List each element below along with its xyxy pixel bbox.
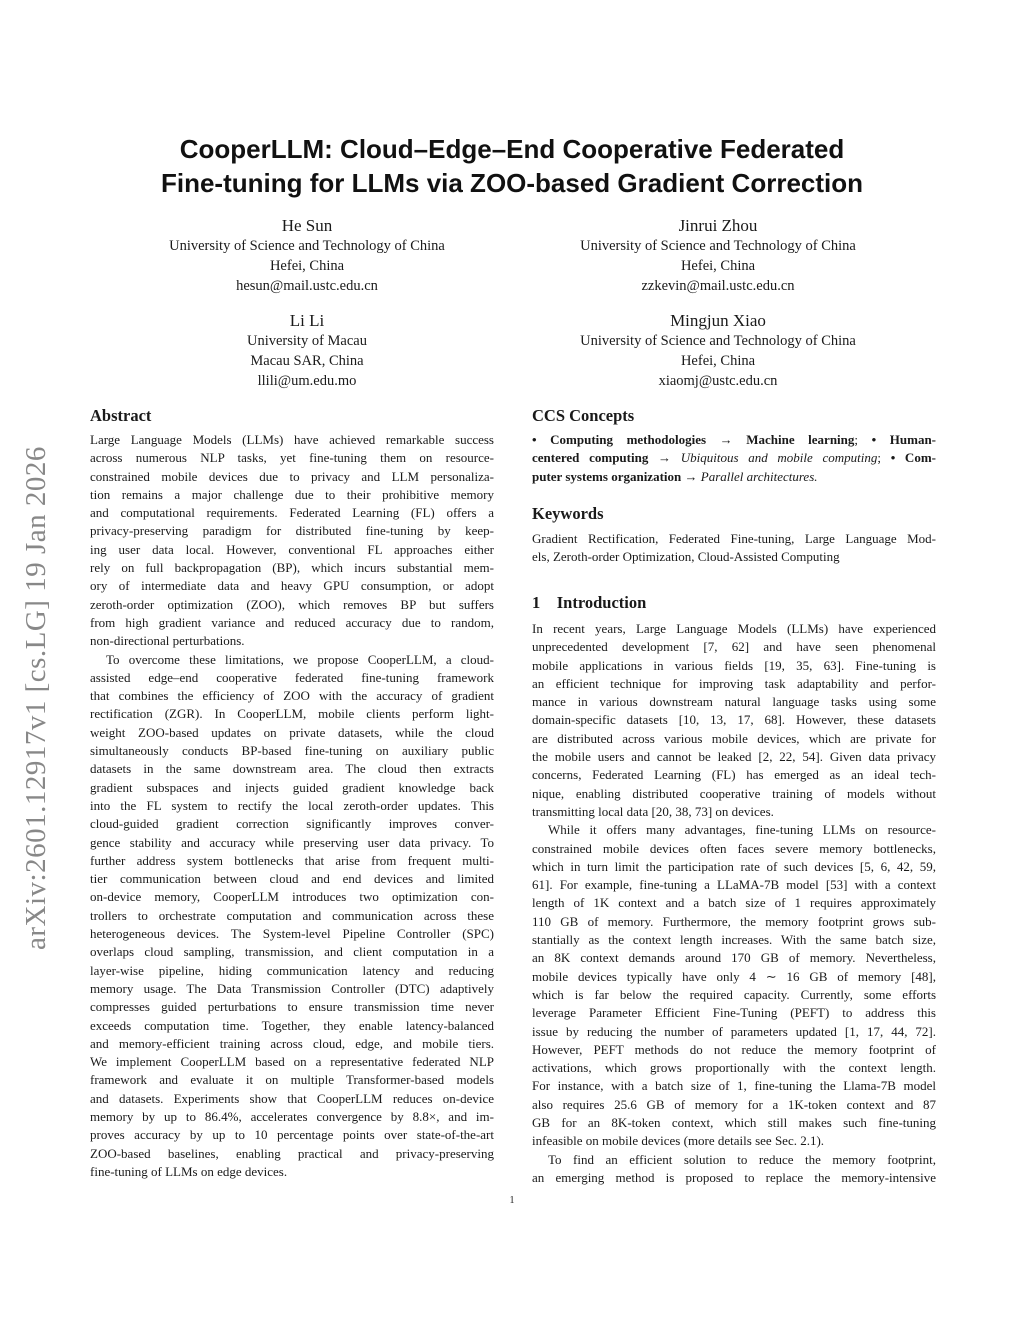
keywords-list: [532, 530, 936, 567]
ccs-segment: Parallel architectures.: [697, 468, 818, 484]
text-line: weight ZOO-based updates on private datasets, while the cloud: [90, 724, 494, 740]
ccs-segment: • Human-: [871, 432, 936, 447]
text-line: mance in various downstream natural language tasks using some: [532, 694, 936, 710]
author-name: Li Li: [289, 311, 325, 330]
text-line: mobile devices typically have only 4 ∼ 16 GB of memory [48],: [532, 968, 936, 984]
text-line: tier communication between cloud and end devices and limited: [90, 871, 494, 887]
text-line: length of 1K context and a batch size of 1 requires approximately: [532, 895, 936, 911]
text-line: non-directional perturbations.: [90, 633, 245, 649]
author-affiliation: University of Science and Technology of China: [580, 238, 856, 254]
keywords-line: els, Zeroth-order Optimization, Cloud-Assisted Computing: [532, 549, 840, 565]
text-line: rectification (ZGR). In CooperLLM, mobile clients perform light-: [90, 706, 494, 722]
paper-title-line-1: CooperLLM: Cloud–Edge–End Cooperative Federated: [179, 134, 845, 164]
text-line: and datasets. Experiments show that CooperLLM reduces on-device: [90, 1090, 494, 1106]
text-line: proves accuracy by up to 10 percentage points over state-of-the-art: [90, 1127, 494, 1143]
author-location: Hefei, China: [269, 258, 345, 274]
text-line: heterogeneous devices. The System-level Pipeline Controller (SPC): [90, 926, 494, 942]
text-line: constrained mobile devices due to privacy and LLM personaliza-: [90, 468, 494, 484]
author-name: Jinrui Zhou: [678, 216, 758, 235]
text-line: gradient subspaces and injects guided gradient knowledge back: [90, 779, 494, 795]
text-line: across numerous NLP tasks, yet fine-tuning them on resource-: [90, 450, 494, 466]
text-line: However, PEFT methods do not reduce the memory footprint of: [532, 1041, 936, 1057]
text-line: To find an efficient solution to reduce the memory footprint,: [548, 1151, 936, 1167]
ccs-concepts: [532, 431, 936, 486]
ccs-segment: • Computing methodologies → Machine learning: [532, 432, 855, 447]
author-location: Macau SAR, China: [250, 353, 364, 369]
text-line: For instance, with a batch size of 1, fine-tuning the Llama-7B model: [532, 1078, 936, 1094]
author-email: llili@um.edu.mo: [257, 373, 357, 389]
keywords-heading: Keywords: [532, 504, 604, 523]
text-line: memory usage. The Data Transmission Controller (DTC) adaptively: [90, 980, 494, 996]
ccs-line: [532, 431, 936, 449]
text-line: fine-tuning of LLMs on edge devices.: [90, 1163, 288, 1179]
text-line: assisted edge–end cooperative federated fine-tuning framework: [90, 669, 494, 685]
ccs-segment: centered computing →: [532, 450, 672, 466]
text-line: trollers to orchestrate computation and communication across these: [90, 907, 494, 923]
arxiv-stamp: arXiv:2601.12917v1 [cs.LG] 19 Jan 2026: [20, 446, 52, 950]
text-line: mobile applications in various fields [19, 35, 63]. Fine-tuning is: [532, 657, 936, 673]
abstract-heading: Abstract: [90, 406, 152, 425]
text-line: also requires 25.6 GB of memory for a 1K-token context and 87: [532, 1096, 936, 1112]
text-line: rely on full backpropagation (BP), which incurs substantial mem-: [90, 560, 494, 576]
text-line: an efficient technique for improving task adaptability and perfor-: [532, 675, 936, 691]
introduction-heading: 1 Introduction: [532, 593, 647, 612]
text-line: In recent years, Large Language Models (LLMs) have experienced: [532, 621, 936, 636]
text-line: which in turn limit the participation rate of such devices [5, 6, 42, 59,: [532, 858, 936, 874]
author-block: [518, 311, 918, 391]
text-line: tion remains a major challenge due to their prohibitive memory: [90, 486, 494, 502]
text-line: ZOO-based baselines, enabling practical and privacy-preserving: [90, 1145, 494, 1161]
text-line: ory of intermediate data and heavy GPU consumption, or adopt: [90, 578, 494, 594]
text-line: To overcome these limitations, we propose CooperLLM, a cloud-: [106, 651, 494, 667]
ccs-line: [532, 449, 936, 467]
author-block: [518, 216, 918, 296]
text-line: an 8K context demands around 170 GB of memory. Nevertheless,: [532, 950, 936, 966]
text-line: are distributed across various mobile devices, which are private for: [532, 730, 936, 746]
author-location: Hefei, China: [680, 258, 756, 274]
ccs-segment: ;: [877, 450, 891, 466]
text-line: the mobile users and cannot be leaked [2, 22, 54]. Given data privacy: [532, 749, 936, 765]
text-line: from high gradient variance and reduced accuracy due to random,: [90, 614, 494, 630]
author-email: xiaomj@ustc.edu.cn: [658, 373, 778, 389]
text-line: ing user data local. However, conventional FL approaches either: [90, 541, 494, 557]
text-line: further address system bottlenecks that arise from frequent multi-: [90, 852, 494, 868]
text-line: cloud-guided gradient correction significantly improves conver-: [90, 816, 494, 832]
ccs-heading: CCS Concepts: [532, 406, 635, 425]
author-block: [107, 216, 507, 296]
text-line: GB for an 8K-token context, which still makes such fine-tuning: [532, 1115, 936, 1131]
text-line: which is far below the required capacity. Currently, some efforts: [532, 986, 936, 1002]
introduction-body: [532, 620, 936, 1187]
text-line: stantially as the context length increases. With the same batch size,: [532, 932, 936, 948]
text-line: into the FL system to rectify the local zeroth-order updates. This: [90, 797, 494, 813]
text-line: datasets in the same downstream area. The cloud then extracts: [90, 761, 494, 777]
text-line: layer-wise pipeline, hiding communication latency and reducing: [90, 962, 494, 978]
text-line: concerns, Federated Learning (FL) has emerged as an ideal tech-: [532, 767, 936, 783]
text-line: activations, which grows proportionally with the context length.: [532, 1060, 936, 1076]
text-line: unprecedented development [7, 62] and have seen phenomenal: [532, 639, 936, 655]
author-block: [107, 311, 507, 391]
ccs-segment: Ubiquitous and mobile computing: [671, 450, 878, 466]
author-email: zzkevin@mail.ustc.edu.cn: [641, 278, 795, 294]
text-line: issue by reducing the number of parameters updated [1, 17, 44, 72].: [532, 1023, 936, 1039]
text-line: gence stability and accuracy while preserving user data privacy. To: [90, 834, 494, 850]
text-line: zeroth-order optimization (ZOO), which removes BP but suffers: [90, 596, 494, 612]
text-line: compresses guided perturbations to ensure transmission time never: [90, 999, 494, 1015]
abstract-body: [90, 431, 494, 1181]
ccs-segment: • Com-: [890, 450, 936, 466]
text-line: 61]. For example, fine-tuning a LLaMA-7B model [53] with a context: [532, 877, 936, 893]
text-line: We implement CooperLLM based on a representative federated NLP: [90, 1054, 494, 1070]
text-line: memory by up to 86.4%, accelerates convergence by 8.8×, and im-: [90, 1108, 494, 1124]
ccs-line: [532, 468, 936, 486]
author-location: Hefei, China: [680, 353, 756, 369]
ccs-segment: puter systems organization →: [532, 468, 698, 484]
paper-title-line-2: Fine-tuning for LLMs via ZOO-based Gradient Correction: [160, 168, 864, 198]
text-line: constrained mobile devices often faces severe memory bottlenecks,: [532, 840, 936, 856]
text-line: leverage Parameter Efficient Fine-Tuning (PEFT) to address this: [532, 1005, 936, 1021]
text-line: privacy-preserving paradigm for distributed fine-tuning by keep-: [90, 523, 494, 539]
text-line: and memory-efficient training across cloud, edge, and mobile tiers.: [90, 1035, 494, 1051]
text-line: framework and evaluate it on multiple Transformer-based models: [90, 1072, 494, 1088]
ccs-segment: ;: [854, 432, 872, 447]
text-line: While it offers many advantages, fine-tuning LLMs on resource-: [548, 822, 936, 838]
text-line: infeasible on mobile devices (more details see Sec. 2.1).: [532, 1133, 825, 1149]
text-line: simultaneously conducts BP-based fine-tuning on auxiliary public: [90, 743, 494, 759]
text-line: exceeds computation time. Together, they enable latency-balanced: [90, 1017, 494, 1033]
author-affiliation: University of Macau: [247, 333, 367, 349]
text-line: transmitting local data [20, 38, 73] on devices.: [532, 803, 774, 819]
author-affiliation: University of Science and Technology of China: [169, 238, 445, 254]
author-email: hesun@mail.ustc.edu.cn: [236, 278, 378, 294]
author-name: He Sun: [281, 216, 333, 235]
text-line: domain-specific datasets [10, 13, 17, 68]. However, these datasets: [532, 712, 936, 728]
author-affiliation: University of Science and Technology of China: [580, 333, 856, 349]
author-name: Mingjun Xiao: [670, 311, 766, 330]
text-line: and computational requirements. Federated Learning (FL) offers a: [90, 505, 494, 521]
text-line: on-device memory, CooperLLM introduces two optimization con-: [90, 889, 494, 905]
text-line: Large Language Models (LLMs) have achieved remarkable success: [90, 432, 494, 447]
text-line: 110 GB of memory. Furthermore, the memory footprint grows sub-: [532, 913, 936, 929]
page-number: 1: [509, 1195, 515, 1206]
keywords-line: Gradient Rectification, Federated Fine-tuning, Large Language Mod-: [532, 531, 936, 546]
text-line: overlaps cloud sampling, transmission, and client computation in a: [90, 944, 494, 960]
text-line: that combines the efficiency of ZOO with the accuracy of gradient: [90, 688, 494, 704]
text-line: nique, enabling distributed cooperative training of models without: [532, 785, 936, 801]
text-line: an emerging method is proposed to replace the memory-intensive: [532, 1169, 936, 1185]
